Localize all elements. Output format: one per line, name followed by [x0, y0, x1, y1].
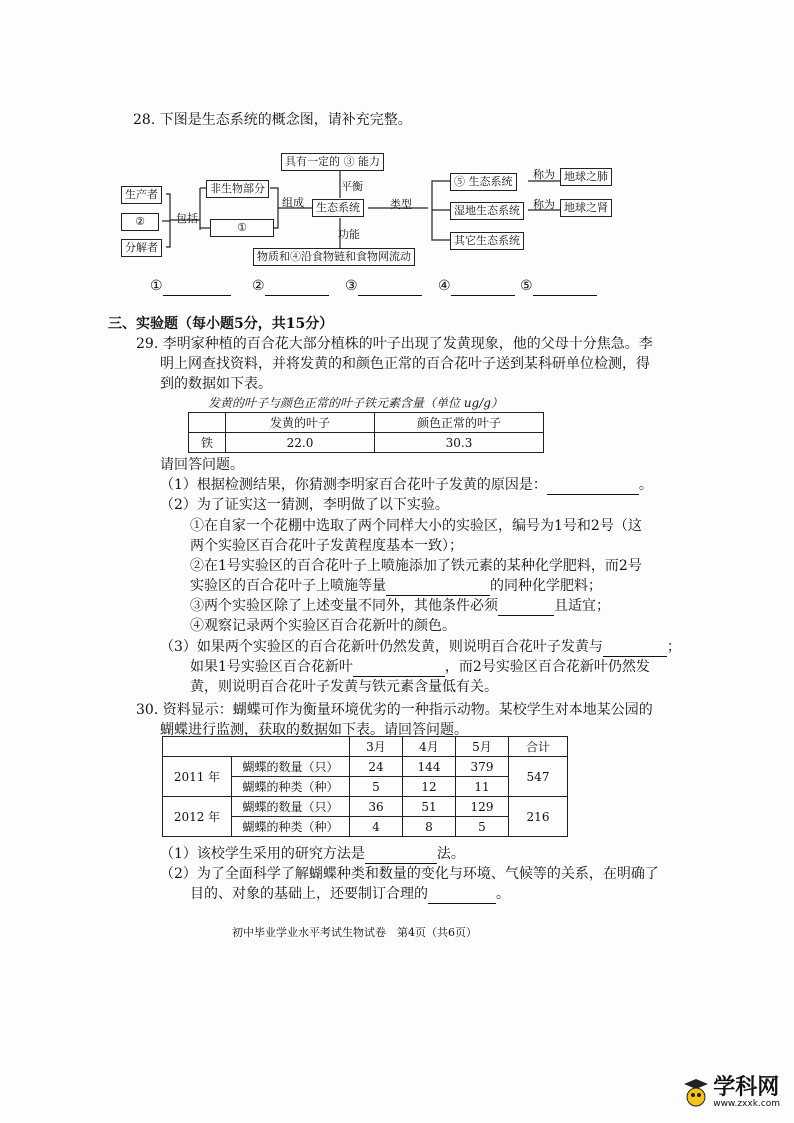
compose-label: 组成 — [282, 196, 304, 209]
logo-url: www.zxxk.com — [713, 1099, 780, 1109]
q29-step2b: 实验区的百合花叶子上喷施等量 的同种化学肥料； — [190, 578, 602, 594]
butterfly-table-corner — [163, 737, 350, 757]
q30-line2: 蝴蝶进行监测，获取的数据如下表。请回答问题。 — [160, 722, 468, 738]
type-label: 类型 — [390, 198, 412, 211]
consumer-box: ② — [121, 213, 159, 231]
butterfly-row-label: 蝴蝶的数量（只） — [232, 797, 350, 817]
capability-box: 具有一定的 ③ 能力 — [281, 153, 384, 171]
decomposer-box: 分解者 — [121, 239, 162, 257]
butterfly-year-2011: 2011 年 — [163, 757, 232, 797]
butterfly-head-mar: 3月 — [350, 737, 403, 757]
butterfly-cell: 8 — [403, 817, 456, 837]
iron-table-normal-value: 30.3 — [375, 433, 544, 453]
function-box: 物质和④沿食物链和食物网流动 — [253, 248, 415, 266]
include-label: 包括 — [176, 212, 198, 225]
q29-part3c: 黄，则说明百合花叶子发黄与铁元素含量低有关。 — [190, 679, 498, 695]
butterfly-cell: 5 — [350, 777, 403, 797]
section-3-heading: 三、实验题（每小题5分，共15分） — [108, 316, 334, 332]
q29-p3a-blank[interactable] — [603, 642, 667, 657]
butterfly-cell: 51 — [403, 797, 456, 817]
q28-title: 28. 下图是生态系统的概念图，请补充完整。 — [133, 112, 412, 128]
q29-step1b: 两个实验区百合花叶子发黄程度基本一致）； — [190, 538, 463, 554]
lung-box: 地球之肺 — [560, 168, 612, 186]
iron-table-yellow-value: 22.0 — [226, 433, 375, 453]
butterfly-row-label: 蝴蝶的种类（种） — [232, 777, 350, 797]
q29-step1a: ①在自家一个花棚中选取了两个同样大小的实验区，编号为1号和2号（这 — [190, 518, 642, 534]
butterfly-cell: 12 — [403, 777, 456, 797]
q29-part3a: （3）如果两个实验区的百合花新叶仍然发黄，则说明百合花叶子发黄与 ； — [160, 639, 681, 655]
answer-blank-5[interactable]: ⑤ — [520, 276, 597, 296]
butterfly-head-apr: 4月 — [403, 737, 456, 757]
producer-box: 生产者 — [121, 186, 162, 204]
called-label-1: 称为 — [533, 168, 555, 181]
q29-s3-blank[interactable] — [498, 601, 554, 616]
other-box: 其它生态系统 — [450, 232, 524, 250]
function-label: 功能 — [338, 228, 360, 241]
owl-icon — [683, 1078, 709, 1108]
q29-p3b-blank[interactable] — [353, 662, 445, 677]
q29-part3b: 如果1号实验区百合花新叶 ，而2号实验区百合花新叶仍然发 — [190, 659, 650, 675]
butterfly-total-2011: 547 — [509, 757, 568, 797]
q29-table-caption: 发黄的叶子与颜色正常的叶子铁元素含量（单位 ug/g） — [208, 396, 503, 410]
q29-step2a: ②在1号实验区的百合花叶子上喷施添加了铁元素的某种化学肥料，而2号 — [190, 558, 642, 574]
butterfly-head-may: 5月 — [456, 737, 509, 757]
answer-blank-2[interactable]: ② — [252, 276, 329, 296]
q30-part2a: （2）为了全面科学了解蝴蝶种类和数量的变化与环境、气候等的关系，在明确了 — [160, 866, 659, 882]
q30-p2-blank[interactable] — [428, 889, 496, 904]
kidney-box: 地球之肾 — [560, 199, 612, 217]
q29-part1: （1）根据检测结果，你猜测李明家百合花叶子发黄的原因是： 。 — [160, 477, 653, 493]
logo-name: 学科网 — [713, 1075, 780, 1100]
iron-table — [188, 412, 544, 453]
abiotic-box: 非生物部分 — [206, 180, 269, 198]
q29-line3: 到的数据如下表。 — [160, 376, 272, 392]
q29-part2: （2）为了证实这一猜测，李明做了以下实验。 — [160, 497, 449, 513]
butterfly-table — [162, 736, 568, 837]
called-label-2: 称为 — [533, 198, 555, 211]
biotic-box: ① — [210, 219, 274, 237]
balance-label: 平衡 — [341, 180, 363, 193]
butterfly-cell: 24 — [350, 757, 403, 777]
q30-part1: （1）该校学生采用的研究方法是 法。 — [160, 846, 465, 862]
butterfly-cell: 379 — [456, 757, 509, 777]
q30-line1: 30. 资料显示：蝴蝶可作为衡量环境优劣的一种指示动物。某校学生对本地某公园的 — [136, 702, 653, 718]
butterfly-head-total: 合计 — [509, 737, 568, 757]
butterfly-row-label: 蝴蝶的种类（种） — [232, 817, 350, 837]
butterfly-row-label: 蝴蝶的数量（只） — [232, 757, 350, 777]
butterfly-cell: 144 — [403, 757, 456, 777]
q29-step4: ④观察记录两个实验区百合花新叶的颜色。 — [190, 618, 456, 634]
q29-p1-blank[interactable] — [547, 480, 639, 495]
page-footer: 初中毕业学业水平考试生物试卷 第4页（共6页） — [232, 926, 477, 939]
butterfly-total-2012: 216 — [509, 797, 568, 837]
wetland-box: 湿地生态系统 — [450, 202, 524, 220]
type5-box: ⑤ 生态系统 — [450, 173, 517, 191]
q30-p1-blank[interactable] — [365, 849, 437, 864]
butterfly-cell: 5 — [456, 817, 509, 837]
answer-blank-4[interactable]: ④ — [438, 276, 515, 296]
iron-table-head-normal: 颜色正常的叶子 — [375, 413, 544, 433]
ecosystem-box: 生态系统 — [312, 199, 364, 217]
q29-line1: 29. 李明家种植的百合花大部分植株的叶子出现了发黄现象，他的父母十分焦急。李 — [136, 336, 653, 352]
answer-blank-3[interactable]: ③ — [345, 276, 422, 296]
answer-blank-1[interactable]: ① — [150, 276, 231, 296]
butterfly-cell: 11 — [456, 777, 509, 797]
iron-table-corner — [189, 413, 226, 433]
iron-table-head-yellow: 发黄的叶子 — [226, 413, 375, 433]
q29-step3: ③两个实验区除了上述变量不同外，其他条件必须 且适宜； — [190, 598, 610, 614]
iron-table-row-label: 铁 — [189, 433, 226, 453]
butterfly-cell: 129 — [456, 797, 509, 817]
q29-line2: 明上网查找资料，并将发黄的和颜色正常的百合花叶子送到某科研单位检测，得 — [160, 356, 650, 372]
butterfly-cell: 36 — [350, 797, 403, 817]
q29-s2-blank[interactable] — [386, 581, 490, 596]
butterfly-year-2012: 2012 年 — [163, 797, 232, 837]
q29-prompt: 请回答问题。 — [160, 457, 244, 473]
q30-part2b: 目的、对象的基础上，还要制订合理的 。 — [190, 886, 510, 902]
butterfly-cell: 4 — [350, 817, 403, 837]
site-logo — [683, 1077, 780, 1109]
